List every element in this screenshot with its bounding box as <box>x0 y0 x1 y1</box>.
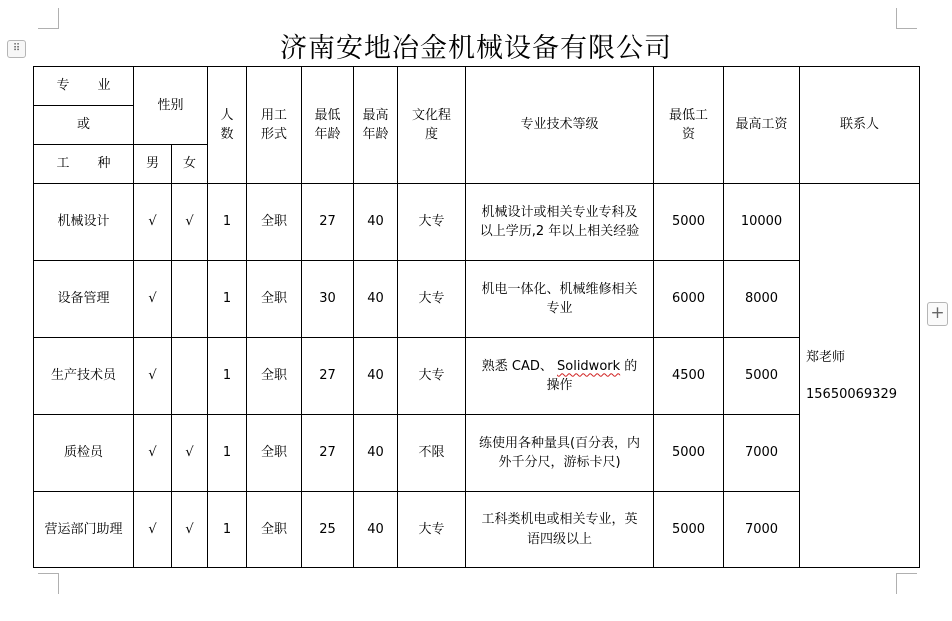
cell-max-salary: 8000 <box>724 261 800 338</box>
table-row <box>34 492 920 568</box>
cell-education: 大专 <box>398 184 466 261</box>
cell-female <box>172 261 208 338</box>
cell-max-salary: 10000 <box>724 184 800 261</box>
cell-position: 营运部门助理 <box>34 492 134 568</box>
cell-max-age: 40 <box>354 184 398 261</box>
cell-skill-line-2: 操作 <box>546 378 573 393</box>
header-row-1 <box>34 67 920 106</box>
cell-male: √ <box>134 492 172 568</box>
cell-male: √ <box>134 261 172 338</box>
table-row <box>34 184 920 261</box>
cell-contact <box>800 184 920 568</box>
header-count <box>208 67 247 184</box>
header-major-char-1: 专 <box>56 78 70 94</box>
header-min-age <box>302 67 354 184</box>
add-column-plus-icon[interactable]: + <box>927 302 948 326</box>
cell-skill-line-1: 机电一体化、机械维修相关 <box>481 281 638 297</box>
cell-max-age: 40 <box>354 261 398 338</box>
cell-skill-line-1: 练使用各种量具(百分表，内 <box>478 435 641 451</box>
page-corner-mark-bottom-left <box>38 573 59 594</box>
cell-count: 1 <box>208 415 247 492</box>
cell-skill-line-2: 以上学历,2 年以上相关经验 <box>479 224 640 239</box>
cell-min-salary: 6000 <box>654 261 724 338</box>
header-count-line-2: 数 <box>220 127 234 142</box>
cell-max-age: 40 <box>354 415 398 492</box>
header-max-age <box>354 67 398 184</box>
cell-male: √ <box>134 184 172 261</box>
cell-male: √ <box>134 415 172 492</box>
cell-min-age: 25 <box>302 492 354 568</box>
header-contact: 联系人 <box>800 67 920 184</box>
cell-position: 生产技术员 <box>34 338 134 415</box>
header-major <box>34 67 134 106</box>
cell-education: 大专 <box>398 338 466 415</box>
cell-female: √ <box>172 415 208 492</box>
cell-max-salary: 7000 <box>724 492 800 568</box>
header-max-age-line-2: 年龄 <box>362 127 389 142</box>
cell-count: 1 <box>208 261 247 338</box>
header-count-line-1: 人 <box>220 107 234 123</box>
cell-skill-line-2: 外千分尺，游标卡尺) <box>498 455 621 470</box>
header-type <box>34 145 134 184</box>
header-skill: 专业技术等级 <box>466 67 654 184</box>
cell-education: 不限 <box>398 415 466 492</box>
header-type-char-2: 种 <box>97 156 111 172</box>
cell-position: 设备管理 <box>34 261 134 338</box>
cell-count: 1 <box>208 184 247 261</box>
cell-min-salary: 5000 <box>654 492 724 568</box>
header-education-line-1: 文化程 <box>412 107 452 123</box>
cell-skill-line-1 <box>466 357 653 377</box>
cell-skill-line-1: 机械设计或相关专业专科及 <box>481 204 638 220</box>
cell-employment-type: 全职 <box>247 184 302 261</box>
cell-education: 大专 <box>398 261 466 338</box>
cell-female <box>172 338 208 415</box>
document-title: 济南安地冶金机械设备有限公司 <box>280 33 672 64</box>
cell-max-salary: 7000 <box>724 415 800 492</box>
cell-max-age: 40 <box>354 492 398 568</box>
header-min-salary <box>654 67 724 184</box>
header-employment-line-2: 形式 <box>261 127 288 142</box>
cell-min-salary: 4500 <box>654 338 724 415</box>
header-min-salary-line-2: 资 <box>682 127 696 142</box>
table-row <box>34 415 920 492</box>
header-min-age-line-1: 最低 <box>314 107 341 123</box>
cell-skill <box>466 338 654 415</box>
cell-employment-type: 全职 <box>247 338 302 415</box>
cell-skill-line-2: 语四级以上 <box>527 531 593 547</box>
cell-max-age: 40 <box>354 338 398 415</box>
header-or: 或 <box>34 106 134 145</box>
page-corner-mark-bottom-right <box>896 573 917 594</box>
cell-employment-type: 全职 <box>247 415 302 492</box>
cell-skill-text: 熟悉 CAD、 <box>481 358 557 374</box>
cell-employment-type: 全职 <box>247 492 302 568</box>
cell-male: √ <box>134 338 172 415</box>
cell-count: 1 <box>208 492 247 568</box>
table-row <box>34 261 920 338</box>
table-move-handle-icon[interactable]: ⠿ <box>7 40 26 58</box>
header-female: 女 <box>172 145 208 184</box>
cell-skill-line-2: 专业 <box>546 301 573 316</box>
spellcheck-underlined-word[interactable]: Solidwork <box>557 358 621 374</box>
cell-min-salary: 5000 <box>654 184 724 261</box>
contact-name: 郑老师 <box>806 349 846 365</box>
header-major-char-2: 业 <box>97 78 111 94</box>
recruitment-table <box>33 66 920 568</box>
header-education-line-2: 度 <box>425 127 439 142</box>
cell-position: 机械设计 <box>34 184 134 261</box>
cell-skill <box>466 184 654 261</box>
header-type-char-1: 工 <box>56 156 70 172</box>
table-row <box>34 338 920 415</box>
cell-min-age: 27 <box>302 415 354 492</box>
cell-min-age: 27 <box>302 338 354 415</box>
contact-phone: 15650069329 <box>806 386 897 402</box>
cell-position: 质检员 <box>34 415 134 492</box>
cell-count: 1 <box>208 338 247 415</box>
cell-skill <box>466 492 654 568</box>
cell-education: 大专 <box>398 492 466 568</box>
header-employment-line-1: 用工 <box>261 107 288 123</box>
header-min-age-line-2: 年龄 <box>314 127 341 142</box>
header-max-salary: 最高工资 <box>724 67 800 184</box>
cell-skill-line-1: 工科类机电或相关专业，英 <box>481 512 638 527</box>
cell-skill-text: 的 <box>620 358 638 374</box>
header-male: 男 <box>134 145 172 184</box>
header-gender: 性别 <box>134 67 208 145</box>
header-max-age-line-1: 最高 <box>362 107 389 123</box>
cell-min-age: 30 <box>302 261 354 338</box>
cell-skill <box>466 415 654 492</box>
header-education <box>398 67 466 184</box>
cell-female: √ <box>172 492 208 568</box>
cell-min-salary: 5000 <box>654 415 724 492</box>
header-employment <box>247 67 302 184</box>
cell-employment-type: 全职 <box>247 261 302 338</box>
cell-max-salary: 5000 <box>724 338 800 415</box>
cell-skill <box>466 261 654 338</box>
cell-female: √ <box>172 184 208 261</box>
header-min-salary-line-1: 最低工 <box>669 107 709 123</box>
cell-min-age: 27 <box>302 184 354 261</box>
